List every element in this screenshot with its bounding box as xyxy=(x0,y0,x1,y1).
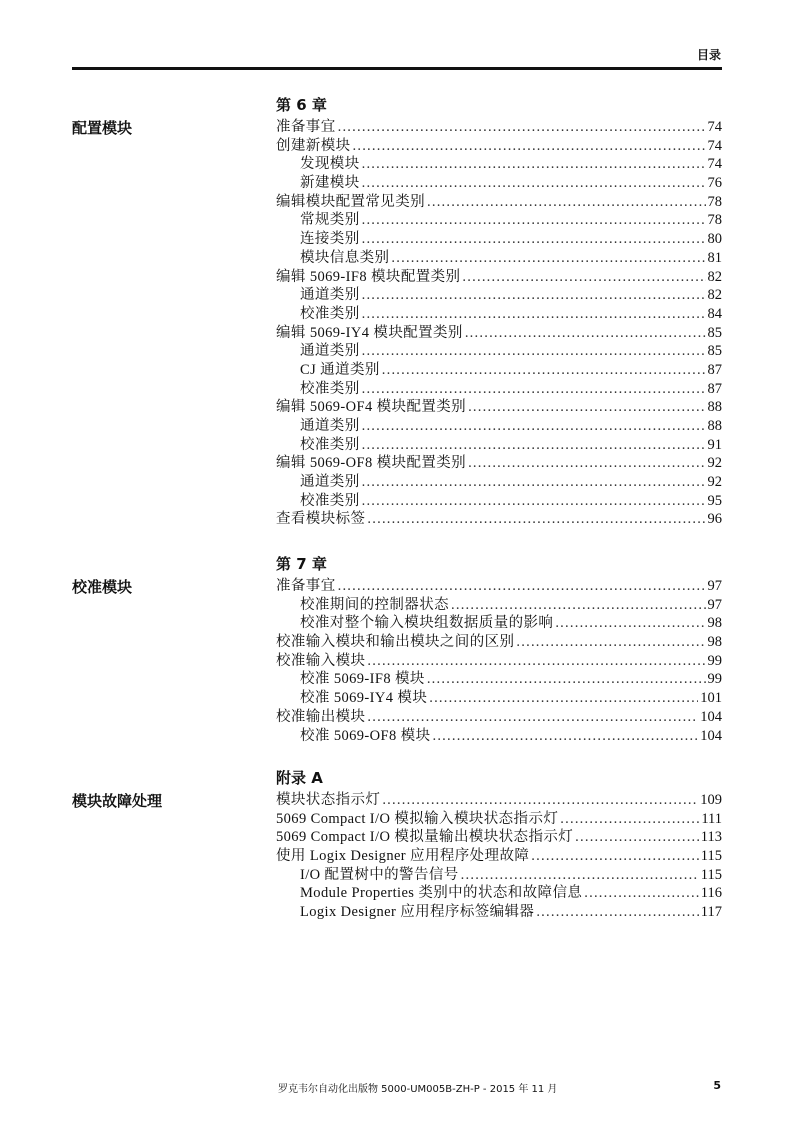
toc-leader-dots xyxy=(367,652,705,671)
toc-entry-text: 5069 Compact I/O 模拟输入模块状态指示灯 xyxy=(276,810,559,827)
toc-leader-dots xyxy=(362,436,706,455)
toc-leader-dots xyxy=(367,708,698,727)
header-rule xyxy=(72,67,722,70)
toc-entry[interactable] xyxy=(276,305,722,324)
toc-leader-dots xyxy=(353,137,706,156)
toc-entry-text: Module Properties 类别中的状态和故障信息 xyxy=(300,885,583,902)
toc-entry-text: 校准输入模块 xyxy=(276,652,366,669)
toc-leader-dots xyxy=(575,828,699,847)
toc-entry[interactable] xyxy=(276,492,722,511)
toc-entry-page: 99 xyxy=(707,671,722,688)
toc-leader-dots xyxy=(391,249,705,268)
toc-entry-page: 74 xyxy=(707,119,722,135)
toc-entry-page: 109 xyxy=(700,792,722,808)
toc-entry[interactable] xyxy=(276,847,722,866)
toc-leader-dots xyxy=(362,174,706,193)
toc-leader-dots xyxy=(382,361,706,380)
toc-entry-page: 113 xyxy=(700,829,722,846)
toc-leader-dots xyxy=(427,670,706,689)
toc-entry-page: 101 xyxy=(700,690,722,707)
toc-leader-dots xyxy=(516,633,705,652)
toc-leader-dots xyxy=(362,473,706,492)
toc-entry-text: 编辑 5069-IY4 模块配置类别 xyxy=(276,324,463,341)
toc-entry-page: 78 xyxy=(707,193,722,210)
toc-entry-page: 98 xyxy=(707,634,722,651)
toc-entry-page: 99 xyxy=(707,652,722,669)
toc-entry-list xyxy=(276,791,722,922)
toc-entry-text: 通道类别 xyxy=(300,418,360,434)
toc-entry-text: 通道类别 xyxy=(300,287,360,304)
toc-entry-text: 准备事宜 xyxy=(276,119,336,135)
toc-entry-page: 115 xyxy=(700,848,722,865)
toc-entry[interactable] xyxy=(276,727,722,746)
toc-entry-text: 连接类别 xyxy=(300,231,360,248)
toc-leader-dots xyxy=(555,614,705,633)
toc-entry-text: CJ 通道类别 xyxy=(300,361,380,378)
chapter-title: 模块故障处理 xyxy=(72,792,163,810)
toc-entry-text: 校准输出模块 xyxy=(276,708,366,725)
toc-entry-page: 81 xyxy=(707,249,722,266)
toc-entry-page: 88 xyxy=(707,399,722,416)
toc-entry-page: 84 xyxy=(707,305,722,322)
toc-entry[interactable] xyxy=(276,473,722,492)
toc-entry-text: 查看模块标签 xyxy=(276,511,366,528)
toc-entry[interactable] xyxy=(276,118,722,137)
toc-entry[interactable] xyxy=(276,577,722,596)
toc-entry-page: 78 xyxy=(707,212,722,229)
toc-entry[interactable] xyxy=(276,137,722,156)
toc-entry[interactable] xyxy=(276,884,722,903)
toc-entry[interactable] xyxy=(276,380,722,399)
toc-entry-page: 92 xyxy=(707,455,722,472)
chapter-label: 附录 A xyxy=(276,769,323,787)
toc-entry[interactable] xyxy=(276,342,722,361)
toc-leader-dots xyxy=(362,417,706,436)
toc-leader-dots xyxy=(382,791,698,810)
toc-entry-text: 准备事宜 xyxy=(276,578,336,594)
footer-page-number: 5 xyxy=(713,1079,721,1092)
toc-entry[interactable] xyxy=(276,361,722,380)
toc-entry[interactable] xyxy=(276,866,722,885)
toc-entry-page: 117 xyxy=(700,904,722,921)
toc-leader-dots xyxy=(462,268,705,287)
toc-entry[interactable] xyxy=(276,652,722,671)
toc-entry-page: 95 xyxy=(707,492,722,509)
toc-entry-page: 97 xyxy=(707,578,722,594)
toc-entry[interactable] xyxy=(276,324,722,343)
toc-leader-dots xyxy=(468,454,705,473)
toc-entry[interactable] xyxy=(276,454,722,473)
toc-entry-text: 通道类别 xyxy=(300,474,360,491)
footer-publication: 罗克韦尔自动化出版物 5000-UM005B-ZH-P - 2015 年 11 月 xyxy=(278,1084,558,1095)
toc-leader-dots xyxy=(560,810,699,829)
toc-entry-text: 校准期间的控制器状态 xyxy=(300,596,449,613)
toc-entry-page: 98 xyxy=(707,615,722,632)
toc-leader-dots xyxy=(584,884,699,903)
toc-leader-dots xyxy=(432,727,698,746)
toc-entry[interactable] xyxy=(276,286,722,305)
toc-leader-dots xyxy=(427,193,706,212)
toc-entry-page: 82 xyxy=(707,287,722,304)
toc-entry-page: 111 xyxy=(701,810,722,827)
toc-leader-dots xyxy=(536,903,698,922)
toc-entry[interactable] xyxy=(276,689,722,708)
toc-entry[interactable] xyxy=(276,633,722,652)
toc-entry-page: 104 xyxy=(700,708,722,725)
toc-entry-text: 编辑 5069-OF4 模块配置类别 xyxy=(276,399,467,416)
toc-entry-text: 校准类别 xyxy=(300,492,360,509)
toc-entry-text: 5069 Compact I/O 模拟量输出模块状态指示灯 xyxy=(276,829,574,846)
toc-entry-page: 97 xyxy=(707,596,722,613)
toc-entry-text: 新建模块 xyxy=(300,175,360,192)
chapter-title: 校准模块 xyxy=(72,578,133,596)
toc-leader-dots xyxy=(429,689,698,708)
toc-entry-text: 模块状态指示灯 xyxy=(276,792,381,808)
toc-entry-page: 74 xyxy=(707,156,722,173)
toc-leader-dots xyxy=(362,155,706,174)
toc-leader-dots xyxy=(468,398,705,417)
toc-entry[interactable] xyxy=(276,614,722,633)
toc-entry-page: 74 xyxy=(707,137,722,154)
toc-entry-text: 校准 5069-IF8 模块 xyxy=(300,671,425,688)
header-title: 目录 xyxy=(696,48,721,62)
toc-leader-dots xyxy=(338,118,706,137)
toc-entry-page: 96 xyxy=(707,511,722,528)
toc-entry[interactable] xyxy=(276,670,722,689)
toc-entry-text: 校准对整个输入模块组数据质量的影响 xyxy=(300,615,554,632)
toc-entry-text: 常规类别 xyxy=(300,212,360,229)
toc-leader-dots xyxy=(531,847,699,866)
toc-entry-text: 校准输入模块和输出模块之间的区别 xyxy=(276,634,515,651)
toc-leader-dots xyxy=(461,866,699,885)
toc-leader-dots xyxy=(451,596,706,615)
toc-leader-dots xyxy=(362,380,706,399)
toc-entry[interactable] xyxy=(276,174,722,193)
toc-entry[interactable] xyxy=(276,708,722,727)
toc-entry-text: 使用 Logix Designer 应用程序处理故障 xyxy=(276,848,530,865)
toc-entry-text: 编辑 5069-IF8 模块配置类别 xyxy=(276,268,461,285)
toc-entry-page: 92 xyxy=(707,474,722,491)
chapter-title: 配置模块 xyxy=(72,119,133,137)
toc-entry[interactable] xyxy=(276,791,722,810)
toc-entry-page: 85 xyxy=(707,343,722,360)
toc-entry[interactable] xyxy=(276,417,722,436)
toc-leader-dots xyxy=(362,342,706,361)
toc-entry-page: 80 xyxy=(707,231,722,248)
toc-entry[interactable] xyxy=(276,810,722,829)
toc-entry[interactable] xyxy=(276,155,722,174)
toc-entry-text: Logix Designer 应用程序标签编辑器 xyxy=(300,904,535,921)
chapter-label: 第 7 章 xyxy=(276,555,327,573)
toc-entry-text: 校准 5069-IY4 模块 xyxy=(300,690,428,707)
toc-leader-dots xyxy=(338,577,706,596)
toc-entry-page: 88 xyxy=(707,418,722,434)
toc-entry[interactable] xyxy=(276,596,722,615)
toc-entry-text: 通道类别 xyxy=(300,343,360,360)
toc-entry-page: 82 xyxy=(707,268,722,285)
toc-leader-dots xyxy=(362,211,706,230)
toc-entry-page: 91 xyxy=(707,436,722,453)
toc-leader-dots xyxy=(367,510,705,529)
toc-entry-text: 校准类别 xyxy=(300,305,360,322)
toc-entry[interactable] xyxy=(276,828,722,847)
toc-entry[interactable] xyxy=(276,249,722,268)
toc-entry[interactable] xyxy=(276,211,722,230)
toc-entry-list xyxy=(276,577,722,745)
toc-entry[interactable] xyxy=(276,510,722,529)
toc-entry[interactable] xyxy=(276,230,722,249)
toc-leader-dots xyxy=(362,492,706,511)
toc-leader-dots xyxy=(362,286,706,305)
toc-leader-dots xyxy=(362,230,706,249)
toc-entry-text: 编辑 5069-OF8 模块配置类别 xyxy=(276,455,467,472)
toc-entry-page: 115 xyxy=(700,866,722,883)
toc-leader-dots xyxy=(362,305,706,324)
toc-entry-page: 116 xyxy=(700,885,722,902)
chapter-label: 第 6 章 xyxy=(276,96,327,114)
toc-entry-text: 创建新模块 xyxy=(276,137,351,154)
toc-entry[interactable] xyxy=(276,398,722,417)
toc-entry-list xyxy=(276,118,722,529)
toc-leader-dots xyxy=(465,324,706,343)
toc-entry-text: 校准类别 xyxy=(300,380,360,397)
toc-entry[interactable] xyxy=(276,903,722,922)
toc-entry-page: 104 xyxy=(700,727,722,744)
toc-entry-text: 发现模块 xyxy=(300,156,360,173)
toc-entry[interactable] xyxy=(276,268,722,287)
toc-entry-page: 76 xyxy=(707,175,722,192)
toc-entry[interactable] xyxy=(276,193,722,212)
toc-entry-text: 模块信息类别 xyxy=(300,249,390,266)
toc-entry-page: 87 xyxy=(707,361,722,378)
toc-entry-text: 编辑模块配置常见类别 xyxy=(276,193,425,210)
toc-entry-text: 校准 5069-OF8 模块 xyxy=(300,727,431,744)
toc-entry-text: I/O 配置树中的警告信号 xyxy=(300,866,459,883)
toc-entry[interactable] xyxy=(276,436,722,455)
toc-entry-page: 85 xyxy=(707,324,722,341)
toc-entry-text: 校准类别 xyxy=(300,436,360,453)
toc-entry-page: 87 xyxy=(707,380,722,397)
